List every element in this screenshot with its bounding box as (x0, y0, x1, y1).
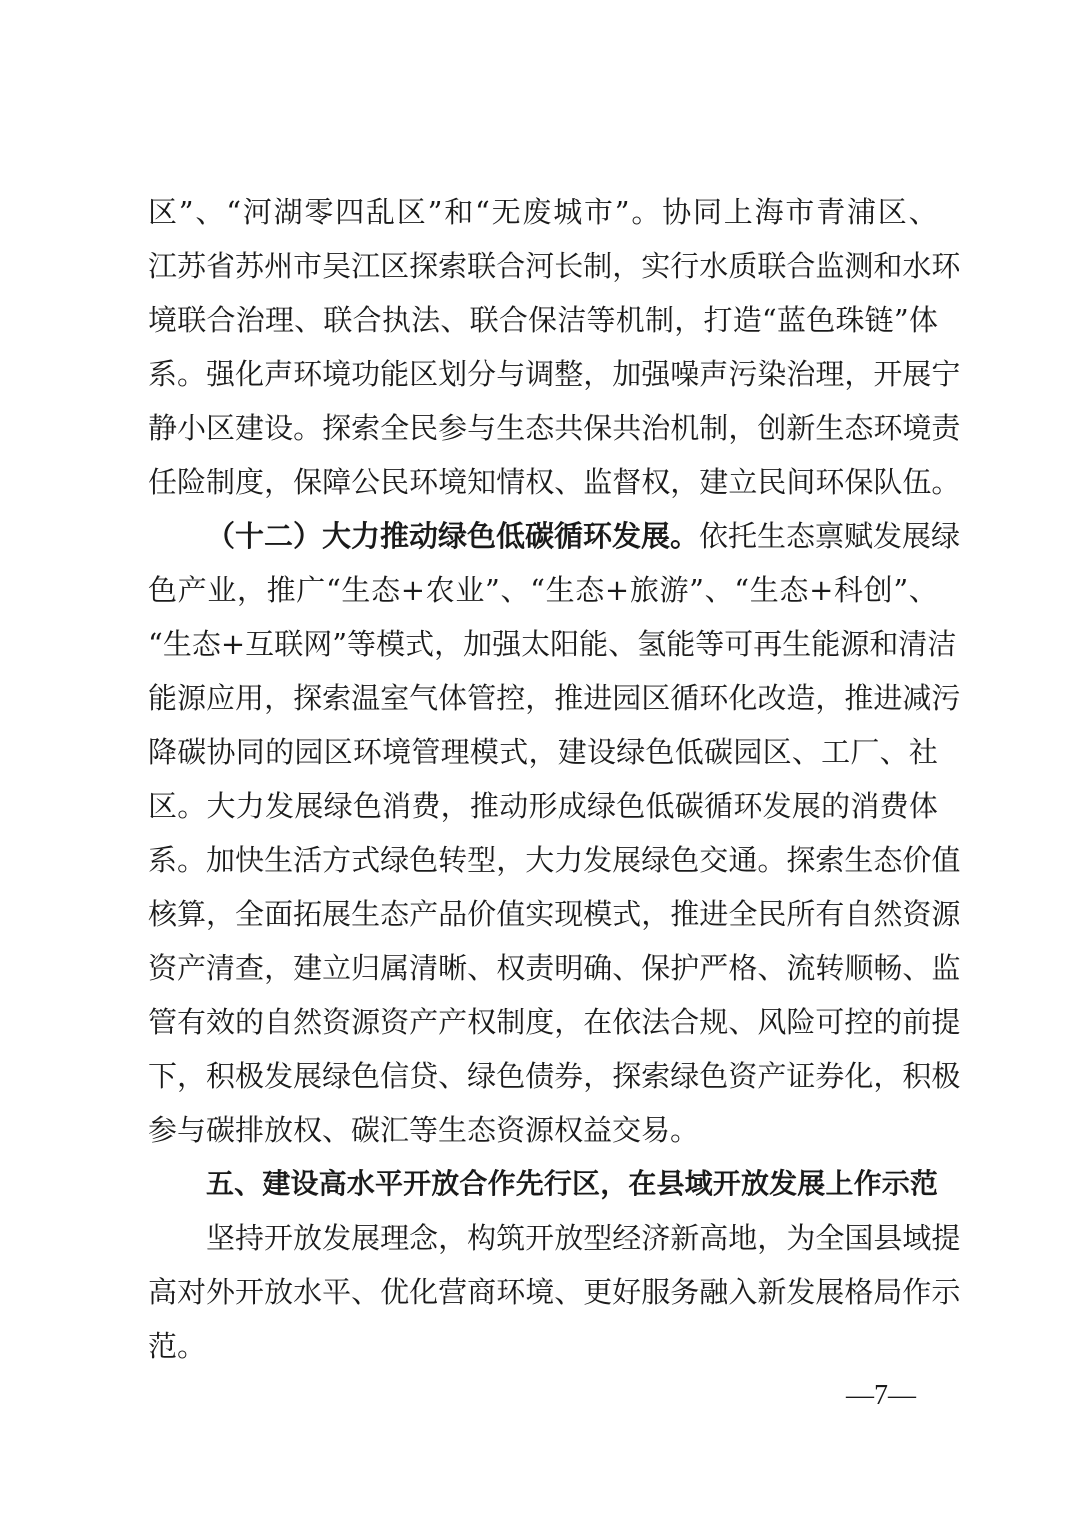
paragraph-first-line: 坚 持 开 放 发 展 理 念 ， 构 筑 开 放 型 经 济 新 高 地 ， 为 全 国 县 域 提 (206, 1221, 961, 1255)
paragraph-line: 高 对 外 开 放 水 平 、 优 化 营 商 环 境 、 更 好 服 务 融 入 新 发 展 格 局 作 示 (148, 1275, 961, 1309)
paragraph-line: 能 源 应 用 ， 探 索 温 室 气 体 管 控 ， 推 进 园 区 循 环 化 改 造 ， 推 进 减 污 (148, 681, 961, 715)
paragraph-line: 下 ， 积 极 发 展 绿 色 信 贷 、 绿 色 债 券 ， 探 索 绿 色 资 产 证 券 化 ， 积 极 (148, 1059, 961, 1093)
paragraph-line: 范。 (148, 1329, 207, 1363)
paragraph-line: 参与碳排放权、碳汇等生态资源权益交易。 (148, 1113, 700, 1147)
paragraph-text: 依托生态禀赋发展绿 (699, 519, 961, 553)
paragraph-line: 任 险 制 度 ， 保 障 公 民 环 境 知 情 权 、 监 督 权 ， 建 立 民 间 环 保 队 伍 。 (148, 465, 961, 499)
paragraph-line: 系 。 加 快 生 活 方 式 绿 色 转 型 ， 大 力 发 展 绿 色 交 通 。 探 索 生 态 价 值 (148, 843, 961, 877)
paragraph-line: 管 有 效 的 自 然 资 源 资 产 产 权 制 度 ， 在 依 法 合 规 、 风 险 可 控 的 前 提 (148, 1005, 961, 1039)
paragraph-line: 核 算 ， 全 面 拓 展 生 态 产 品 价 值 实 现 模 式 ， 推 进 全 民 所 有 自 然 资 源 (148, 897, 961, 931)
paragraph-line: 静 小 区 建 设 。 探 索 全 民 参 与 生 态 共 保 共 治 机 制 ， 创 新 生 态 环 境 责 (148, 411, 961, 445)
paragraph-first-line (206, 516, 961, 556)
paragraph-line: 江 苏 省 苏 州 市 吴 江 区 探 索 联 合 河 长 制 ， 实 行 水 质 联 合 监 测 和 水 环 (148, 249, 961, 283)
paragraph-line: 区 。 大 力 发 展 绿 色 消 费 ， 推 动 形 成 绿 色 低 碳 循 环 发 展 的 消 费 体 (148, 789, 938, 823)
section-heading: 五 、 建 设 高 水 平 开 放 合 作 先 行 区 ， 在 县 域 开 放 发 展 上 作 示 范 (206, 1167, 938, 1200)
paragraph-line: 色 产 业 ， 推 广 “ 生 态 + 农 业 ” 、 “ 生 态 + 旅 游 ” 、 “ 生 态 + 科 创 ” 、 (148, 573, 938, 607)
subsection-lead: （十二）大力推动绿色低碳循环发展。 (206, 519, 700, 553)
paragraph-line: 区 ” 、 “ 河 湖 零 四 乱 区 ” 和 “ 无 废 城 市 ” 。 协 同 上 海 市 青 浦 区 、 (148, 195, 938, 229)
paragraph-line: “ 生 态 + 互 联 网 ” 等 模 式 ， 加 强 太 阳 能 、 氢 能 等 可 再 生 能 源 和 清 洁 (148, 627, 957, 661)
paragraph-line: 资 产 清 查 ， 建 立 归 属 清 晰 、 权 责 明 确 、 保 护 严 格 、 流 转 顺 畅 、 监 (148, 951, 961, 985)
paragraph-line: 降 碳 协 同 的 园 区 环 境 管 理 模 式 ， 建 设 绿 色 低 碳 园 区 、 工 厂 、 社 (148, 735, 938, 769)
paragraph-line: 境 联 合 治 理 、 联 合 执 法 、 联 合 保 洁 等 机 制 ， 打 造 “ 蓝 色 珠 链 ” 体 (148, 303, 938, 337)
page-number: —7— (846, 1380, 916, 1411)
paragraph-line: 系 。 强 化 声 环 境 功 能 区 划 分 与 调 整 ， 加 强 噪 声 污 染 治 理 ， 开 展 宁 (148, 357, 961, 391)
